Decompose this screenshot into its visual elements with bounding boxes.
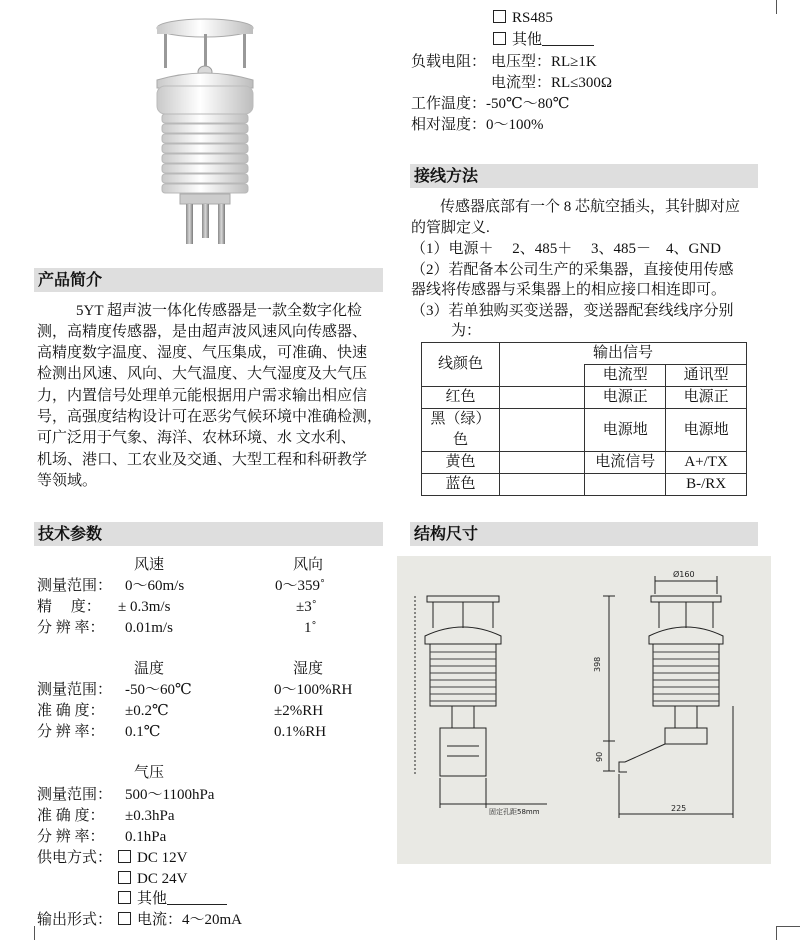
cell-current: 电源正 xyxy=(585,387,666,409)
pressure-accuracy: ±0.3hPa xyxy=(125,808,175,824)
option-label: RS485 xyxy=(512,10,553,26)
wiring-intro-1: 传感器底部有一个 8 芯航空插头，其针脚对应 xyxy=(440,199,741,215)
accuracy-label: 准 确 度： xyxy=(37,808,105,824)
table-row xyxy=(422,409,747,452)
intro-line: 号，高强度结构设计可在恶劣气候环境中准确检测， xyxy=(37,409,383,425)
dim-bracket: 90 xyxy=(595,751,604,762)
dim-width: 225 xyxy=(671,804,687,813)
page-edge-mark xyxy=(34,926,35,940)
cell-empty xyxy=(499,474,585,496)
intro-line: 机场、港口、工农业及交通、大型工程和科研教学 xyxy=(37,452,368,468)
th-wire-color: 线颜色 xyxy=(422,343,500,387)
hum-resolution: 0.1%RH xyxy=(274,724,327,740)
output-label: 输出形式： xyxy=(37,912,113,928)
table-row xyxy=(422,387,747,409)
option-label: 其他 xyxy=(512,32,543,48)
wiring-header: 接线方法 xyxy=(410,164,758,188)
ws-resolution: 0.01m/s xyxy=(125,620,173,636)
intro-line: 可广泛用于气象、海洋、农林环境、水 文水利、 xyxy=(37,430,356,446)
wiring-note3-2: 为： xyxy=(451,323,482,339)
hum-accuracy: ±2%RH xyxy=(274,703,324,719)
power-label: 供电方式： xyxy=(37,850,113,866)
wind-speed-title: 风速 xyxy=(134,557,165,573)
option-other-top xyxy=(493,30,594,50)
relative-humidity: 相对湿度：0～100% xyxy=(411,117,544,133)
wiring-note3-1: （3）若单独购买变送器，变送器配套线线序分别 xyxy=(411,303,734,319)
resolution-label: 分 辨 率： xyxy=(37,620,105,636)
specs-header: 技术参数 xyxy=(34,522,383,546)
option-rs485 xyxy=(493,8,553,28)
cell-empty xyxy=(499,452,585,474)
resolution-label: 分 辨 率： xyxy=(37,829,105,845)
temp-range: -50～60℃ xyxy=(125,682,192,698)
voltage-type: 电压型：RL≥1K xyxy=(491,54,597,70)
checkbox-output-current[interactable] xyxy=(118,912,131,925)
dim-hole: 固定孔距58mm xyxy=(489,808,540,816)
hum-title: 湿度 xyxy=(293,661,324,677)
intro-line: 测，高精度传感器，是由超声波风速风向传感器、 xyxy=(37,324,368,340)
blank-line xyxy=(542,31,594,46)
power-option-other xyxy=(118,889,227,909)
table-row xyxy=(422,474,747,496)
temp-accuracy: ±0.2℃ xyxy=(125,703,169,719)
option-label: 其他 xyxy=(137,891,168,907)
current-type: 电流型：RL≤300Ω xyxy=(491,75,613,91)
cell-empty xyxy=(499,409,585,452)
load-resistance-label: 负载电阻： xyxy=(411,54,487,70)
dimension-drawing xyxy=(397,556,771,864)
option-label: 电流：4～20mA xyxy=(137,912,243,928)
power-option-dc24 xyxy=(118,869,187,889)
checkbox-rs485[interactable] xyxy=(493,10,506,23)
table-row xyxy=(422,452,747,474)
cell-comm: 电源正 xyxy=(666,387,747,409)
accuracy-label: 精 度： xyxy=(37,599,101,615)
ws-range: 0～60m/s xyxy=(125,578,185,594)
range-label: 测量范围： xyxy=(37,578,113,594)
intro-line: 5YT 超声波一体化传感器是一款全数字化检 xyxy=(76,303,362,319)
intro-header: 产品简介 xyxy=(34,268,383,292)
cell-comm: 电源地 xyxy=(666,409,747,452)
cell-current: 电源地 xyxy=(585,409,666,452)
cell-comm: A+/TX xyxy=(666,452,747,474)
th-current-type: 电流型 xyxy=(585,365,666,387)
range-label: 测量范围： xyxy=(37,682,113,698)
temp-resolution: 0.1℃ xyxy=(125,724,161,740)
wiring-pins: （1）电源＋ 2、485＋ 3、485－ 4、GND xyxy=(411,241,721,257)
th-empty xyxy=(499,365,585,387)
wind-dir-title: 风向 xyxy=(293,557,324,573)
checkbox-power-other[interactable] xyxy=(118,891,131,904)
cell-color: 蓝色 xyxy=(422,474,500,496)
pressure-title: 气压 xyxy=(134,765,165,781)
checkbox-other[interactable] xyxy=(493,32,506,45)
th-comm-type: 通讯型 xyxy=(666,365,747,387)
pressure-resolution: 0.1hPa xyxy=(125,829,167,845)
cell-color: 黑（绿）色 xyxy=(422,409,500,452)
range-label: 测量范围： xyxy=(37,787,113,803)
output-option-current xyxy=(118,910,242,930)
product-photo xyxy=(150,14,260,254)
blank-line xyxy=(167,890,227,905)
cell-color: 黄色 xyxy=(422,452,500,474)
pressure-range: 500～1100hPa xyxy=(125,787,215,803)
cell-comm: B-/RX xyxy=(666,474,747,496)
intro-line: 高精度数字温度、湿度、气压集成，可准确、快速 xyxy=(37,345,368,361)
wire-color-table xyxy=(421,342,747,496)
cell-color: 红色 xyxy=(422,387,500,409)
wiring-note2-1: （2）若配备本公司生产的采集器，直接使用传感 xyxy=(411,262,734,278)
accuracy-label: 准 确 度： xyxy=(37,703,105,719)
intro-line: 检测出风速、风向、大气温度、大气湿度及大气压 xyxy=(37,366,368,382)
checkbox-dc12[interactable] xyxy=(118,850,131,863)
dim-diameter: Ø160 xyxy=(673,570,695,579)
option-label: DC 12V xyxy=(137,850,188,866)
dimension-drawing-svg xyxy=(397,556,771,864)
cell-current: 电流信号 xyxy=(585,452,666,474)
intro-line: 等领域。 xyxy=(37,473,98,489)
wiring-intro-2: 的管脚定义. xyxy=(411,220,490,236)
wd-accuracy: ±3˚ xyxy=(296,599,317,615)
temp-title: 温度 xyxy=(134,661,165,677)
working-temp: 工作温度：-50℃～80℃ xyxy=(411,96,570,112)
hum-range: 0～100%RH xyxy=(274,682,353,698)
option-label: DC 24V xyxy=(137,871,188,887)
wd-resolution: 1˚ xyxy=(304,620,317,636)
ws-accuracy: ± 0.3m/s xyxy=(118,599,171,615)
dim-height: 398 xyxy=(593,656,602,672)
checkbox-dc24[interactable] xyxy=(118,871,131,884)
cell-current xyxy=(585,474,666,496)
structure-header: 结构尺寸 xyxy=(410,522,758,546)
resolution-label: 分 辨 率： xyxy=(37,724,105,740)
page-edge-mark xyxy=(776,926,777,940)
page-edge-mark xyxy=(776,0,777,14)
power-option-dc12 xyxy=(118,848,187,868)
cell-empty xyxy=(499,387,585,409)
th-output-signal: 输出信号 xyxy=(499,343,746,365)
wiring-note2-2: 器线将传感器与采集器上的相应接口相连即可。 xyxy=(411,282,727,298)
page-edge-mark xyxy=(776,926,800,927)
wd-range: 0～359˚ xyxy=(275,578,325,594)
intro-line: 力，内置信号处理单元能根据用户需求输出相应信 xyxy=(37,388,368,404)
